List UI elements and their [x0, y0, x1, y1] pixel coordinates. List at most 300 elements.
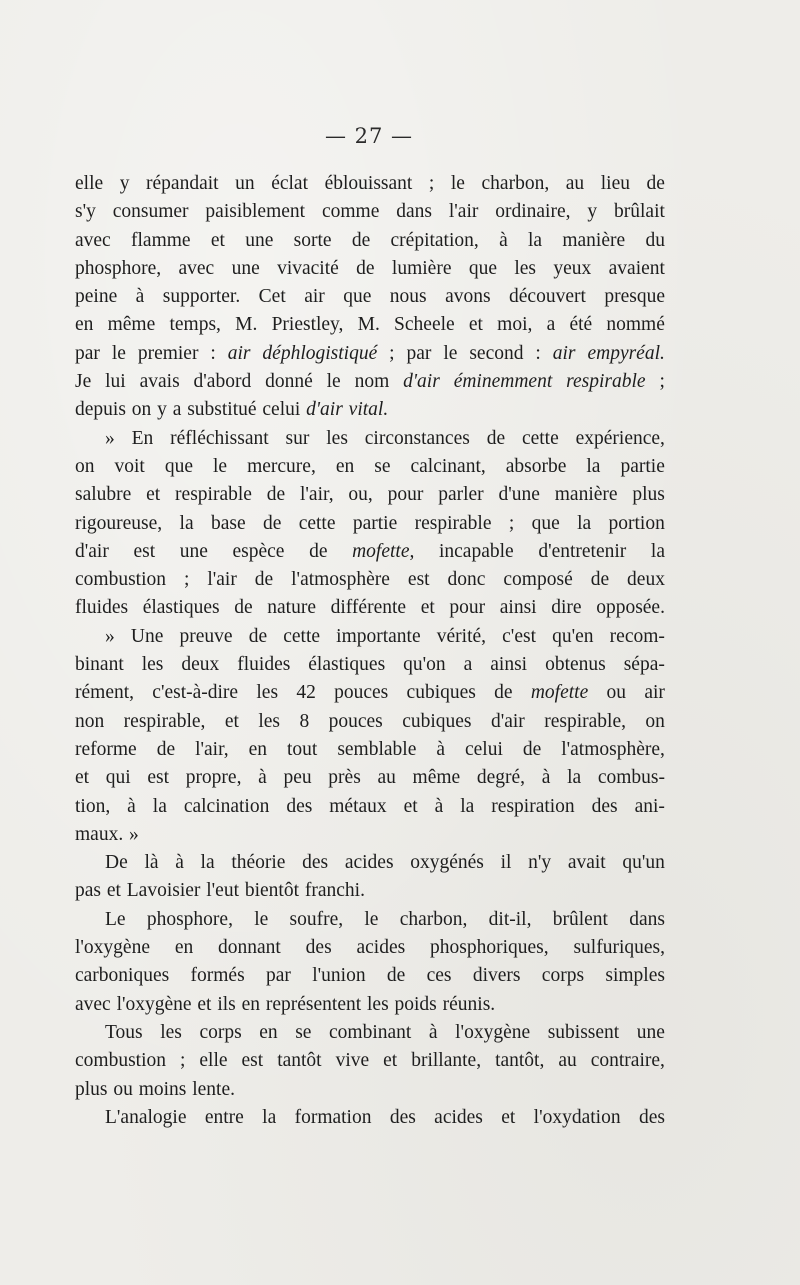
text-word: qu'on [403, 654, 446, 676]
text-line [75, 991, 665, 1019]
text-line [75, 255, 665, 283]
text-word: on [645, 710, 665, 732]
text-word: de [522, 738, 542, 760]
text-word: des [638, 1106, 665, 1128]
body-text [75, 170, 665, 1132]
text-word: en [259, 1021, 278, 1043]
text-word: c'est-à-dire [152, 682, 239, 704]
text-word: l'union [312, 965, 366, 987]
text-line [75, 934, 665, 962]
text-line [75, 170, 665, 198]
text-word: éblouissant [324, 173, 413, 194]
text-word: salubre [75, 484, 132, 506]
text-word: acides [356, 937, 406, 959]
text-word: expérience, [575, 427, 665, 449]
text-word: sulfuriques, [573, 937, 665, 959]
text-word: de [356, 257, 375, 279]
text-word: la [567, 767, 582, 789]
text-word: absorbe [505, 455, 567, 477]
text-word: au [565, 173, 585, 194]
text-word: à [127, 795, 136, 817]
text-word: même [412, 767, 461, 789]
text-word: franchi. [304, 880, 365, 902]
text-word: Une [130, 625, 164, 647]
text-word: parler [438, 484, 484, 506]
text-word: poids [394, 993, 437, 1015]
text-line [75, 623, 665, 651]
text-word: manière [554, 484, 618, 506]
text-line [75, 708, 665, 736]
text-word: est [133, 540, 156, 562]
text-line [75, 198, 665, 226]
text-word: est [407, 569, 430, 591]
text-word: second [469, 342, 524, 364]
text-word: supporter. [162, 286, 241, 308]
text-word: le [111, 342, 126, 364]
text-word: ou [113, 1078, 133, 1100]
text-word: peine [75, 286, 118, 308]
text-word: dans [396, 201, 432, 223]
text-word: Tous [105, 1021, 143, 1043]
text-word: de [486, 427, 506, 449]
text-word: rément, [75, 682, 135, 704]
text-word: l'oxygène [116, 993, 192, 1015]
text-word: Le [105, 908, 126, 930]
text-word: à [499, 229, 508, 251]
text-word: la [200, 852, 215, 874]
text-line [75, 453, 665, 481]
text-word: » [105, 625, 115, 647]
text-word: lui [105, 371, 126, 393]
text-word: Priestley, [271, 314, 344, 336]
text-word: brûlent [552, 908, 608, 930]
text-word: fluides [237, 654, 291, 676]
text-line [75, 679, 665, 707]
text-line [75, 594, 665, 622]
text-line [75, 1104, 665, 1132]
text-word: propre, [185, 767, 242, 789]
text-word: importante [336, 625, 421, 647]
text-word: simples [605, 965, 665, 987]
page-number: — 27 — [324, 124, 414, 148]
text-word: qu'un [622, 852, 665, 874]
text-line [75, 906, 665, 934]
text-word: donc [447, 569, 486, 591]
text-word: En [131, 427, 154, 449]
text-word: a [172, 399, 182, 421]
text-line [75, 1019, 665, 1047]
text-word: premier [137, 342, 199, 364]
text-word: lieu [600, 173, 630, 194]
text-word: sur [285, 427, 310, 449]
text-word: De [105, 852, 128, 874]
text-word: respirable [566, 371, 646, 393]
text-word: M. [357, 314, 380, 336]
text-line [75, 481, 665, 509]
text-word: s'y [75, 201, 96, 223]
text-word: celui [262, 399, 301, 421]
text-word: de [262, 512, 282, 534]
text-word: temps, [169, 314, 221, 336]
text-word: opposée. [596, 597, 665, 619]
text-word: Scheele [394, 314, 455, 336]
text-word: théorie [231, 852, 286, 874]
text-word: réfléchissant [170, 427, 269, 449]
text-word: ainsi [490, 654, 528, 676]
text-word: là [144, 852, 159, 874]
text-line [75, 311, 665, 339]
text-word: en [248, 738, 268, 760]
text-word: dire [551, 597, 582, 619]
text-word: et [383, 1050, 398, 1072]
text-word: près [328, 767, 361, 789]
text-word: ou, [348, 484, 373, 506]
text-word: et [210, 229, 225, 251]
text-word: formés [190, 965, 245, 987]
text-word: à [258, 767, 267, 789]
text-word: d'une [498, 484, 540, 506]
text-word: donné [265, 371, 313, 393]
text-word: ; [428, 173, 435, 194]
text-word: est [241, 1050, 264, 1072]
text-word: nous [389, 286, 427, 308]
text-word: elle [199, 1050, 228, 1072]
text-word: moins [138, 1078, 187, 1100]
text-word: la [586, 455, 601, 477]
text-word: élastiques [308, 654, 386, 676]
text-word: cubiques [406, 682, 476, 704]
text-word: réunis. [442, 993, 496, 1015]
text-line [75, 1076, 665, 1104]
text-word: ordinaire, [495, 201, 571, 223]
text-word: une [636, 1021, 665, 1043]
text-word: tion, [75, 795, 111, 817]
text-word: composé [503, 569, 573, 591]
text-word: la [577, 512, 592, 534]
text-word: les [258, 710, 281, 732]
text-word: phosphore, [146, 908, 233, 930]
text-word: des [591, 795, 618, 817]
text-word: 42 [296, 682, 316, 704]
text-word: avait [567, 852, 606, 874]
text-word: substitué [187, 399, 257, 421]
text-word: des [305, 937, 332, 959]
text-word: subissent [547, 1021, 620, 1043]
text-word: comme [321, 201, 380, 223]
text-word: circonstances [364, 427, 470, 449]
text-word: cette [298, 512, 336, 534]
text-word: l'eut [206, 880, 240, 902]
text-word: le [450, 173, 465, 194]
text-word: plus [75, 1078, 108, 1100]
text-word: la [528, 229, 543, 251]
text-word: différente [330, 597, 407, 619]
text-word: brûlait [614, 201, 665, 223]
text-word: a [546, 314, 556, 336]
text-word: vital. [348, 399, 389, 421]
text-word: deux [627, 569, 665, 591]
text-word: nature [267, 597, 316, 619]
text-word: la [179, 512, 194, 534]
text-word: depuis [75, 399, 126, 421]
text-word: à [175, 852, 184, 874]
text-line [75, 283, 665, 311]
text-word: du [645, 229, 665, 251]
text-word: de [590, 569, 610, 591]
text-word: manière [562, 229, 626, 251]
text-word: l'air [448, 201, 479, 223]
text-word: et [468, 314, 483, 336]
text-line [75, 425, 665, 453]
text-word: d'air [306, 399, 343, 421]
text-word: tantôt [277, 1050, 322, 1072]
text-line [75, 566, 665, 594]
text-word: à [541, 767, 551, 789]
text-word: lente. [192, 1078, 236, 1100]
text-word: des [389, 1106, 416, 1128]
text-word: maux. [75, 823, 124, 845]
text-word: » [105, 427, 115, 449]
text-word: rigoureuse, [75, 512, 163, 534]
text-word: ; [508, 512, 515, 534]
text-word: binant [75, 654, 124, 676]
text-word: moi, [497, 314, 533, 336]
text-word: à [434, 795, 444, 817]
text-word: semblable [337, 738, 417, 760]
text-word: y [119, 173, 130, 194]
text-word: empyréal. [587, 342, 665, 364]
text-word: ; [183, 569, 190, 591]
text-word: une [179, 540, 208, 562]
text-word: ainsi [499, 597, 537, 619]
text-word: le [213, 455, 228, 477]
text-word: espèce [232, 540, 285, 562]
text-word: partie [352, 512, 398, 534]
text-word: et [420, 597, 435, 619]
text-word: deux [181, 654, 220, 676]
text-word: de [234, 597, 253, 619]
text-word: métaux [329, 795, 387, 817]
text-word: la [460, 795, 475, 817]
text-word: à [436, 738, 445, 760]
text-word: une [245, 229, 274, 251]
text-word: base [210, 512, 246, 534]
text-word: en [241, 993, 261, 1015]
text-word: de [309, 540, 328, 562]
text-word: la [262, 1106, 277, 1128]
text-word: peu [283, 767, 312, 789]
text-line [75, 340, 665, 368]
text-line [75, 877, 665, 905]
text-word: mofette [530, 682, 589, 704]
text-word: » [129, 823, 139, 845]
text-word: Lavoisier [126, 880, 201, 902]
text-word: elle [75, 173, 104, 194]
text-word: la [152, 795, 167, 817]
text-word: avons [445, 286, 491, 308]
text-word: 8 [299, 710, 310, 732]
text-word: y [157, 399, 167, 421]
text-word: de [266, 484, 286, 506]
text-word: contraire, [590, 1050, 665, 1072]
text-word: un [235, 173, 255, 194]
text-word: tout [287, 738, 318, 760]
text-word: : [535, 342, 541, 364]
text-word: air [644, 682, 665, 704]
text-word: Je [75, 371, 92, 393]
text-word: air [304, 286, 325, 308]
text-word: ani- [634, 795, 665, 817]
text-word: l'atmosphère, [561, 738, 665, 760]
text-word: les [256, 682, 279, 704]
text-word: que [164, 455, 193, 477]
text-word: presque [604, 286, 665, 308]
text-word: des [286, 795, 313, 817]
text-word: et [501, 1106, 516, 1128]
text-word: et [197, 993, 212, 1015]
text-word: éclat [271, 173, 309, 194]
text-word: formation [294, 1106, 372, 1128]
text-word: l'air [207, 569, 237, 591]
text-word: qu'en [552, 625, 594, 647]
text-word: et [106, 880, 121, 902]
text-word: à [135, 286, 145, 308]
text-line [75, 736, 665, 764]
text-word: de [646, 173, 665, 194]
text-word: et [75, 767, 90, 789]
text-word: de [248, 625, 268, 647]
text-word: voit [114, 455, 145, 477]
text-word: se [374, 455, 391, 477]
text-word: par [266, 965, 291, 987]
text-word: respirable [414, 512, 492, 534]
text-word: dans [629, 908, 665, 930]
text-word: lumière [391, 257, 452, 279]
text-word: les [141, 654, 164, 676]
text-word: d'entretenir [538, 540, 627, 562]
text-word: les [514, 257, 537, 279]
text-word: nom [354, 371, 390, 393]
text-word: yeux [553, 257, 592, 279]
text-word: qui [105, 767, 131, 789]
text-word: cette [521, 427, 559, 449]
text-word: par [406, 342, 432, 364]
text-word: l'oxygène [75, 937, 150, 959]
text-word: y [587, 201, 598, 223]
text-word: en [174, 937, 194, 959]
text-word: avais [139, 371, 180, 393]
text-word: avec [178, 257, 215, 279]
text-word: pour [449, 597, 486, 619]
text-word: de [351, 229, 371, 251]
text-word: avec [75, 229, 111, 251]
text-word: reforme [75, 738, 137, 760]
text-word: le [443, 342, 458, 364]
text-word: une [231, 257, 260, 279]
text-word: c'est [502, 625, 536, 647]
text-word: ; [179, 1050, 186, 1072]
text-word: en [75, 314, 94, 336]
text-word: brillante, [411, 1050, 482, 1072]
text-word: degré, [476, 767, 526, 789]
text-word: celui [464, 738, 503, 760]
text-word: ils [217, 993, 236, 1015]
text-word: M. [235, 314, 258, 336]
text-word: ; [659, 371, 665, 393]
text-word: recom- [609, 625, 665, 647]
text-word: combustion [75, 569, 166, 591]
text-line [75, 962, 665, 990]
text-word: l'atmosphère [291, 569, 390, 591]
text-word: combus- [597, 767, 665, 789]
text-word: au [377, 767, 396, 789]
text-line [75, 227, 665, 255]
text-word: corps [541, 965, 585, 987]
text-word: avec [75, 993, 111, 1015]
text-word: d'abord [193, 371, 252, 393]
text-word: d'air [75, 540, 109, 562]
text-word: répandait [146, 173, 219, 194]
text-word: phosphore, [75, 257, 162, 279]
text-word: tantôt, [495, 1050, 545, 1072]
text-word: de [156, 738, 176, 760]
text-word: découvert [509, 286, 586, 308]
text-word: vérité, [436, 625, 487, 647]
text-word: fluides [75, 597, 129, 619]
text-word: est [147, 767, 170, 789]
text-line [75, 368, 665, 396]
text-word: incapable [438, 540, 514, 562]
text-word: déphlogistiqué [262, 342, 378, 364]
text-word: crépitation, [390, 229, 479, 251]
text-word: entre [204, 1106, 244, 1128]
text-word: preuve [179, 625, 233, 647]
text-word: on [131, 399, 152, 421]
text-line [75, 396, 665, 424]
text-word: de [386, 965, 406, 987]
text-word: et [403, 795, 418, 817]
text-word: donnant [218, 937, 281, 959]
text-word: l'oxygène [455, 1021, 531, 1043]
text-word: partie [620, 455, 665, 477]
text-word: carboniques [75, 965, 170, 987]
text-line [75, 821, 665, 849]
text-word: dit-il, [488, 908, 532, 930]
text-word: et [146, 484, 161, 506]
text-word: de [254, 569, 274, 591]
text-word: le [364, 908, 379, 930]
text-word: il [500, 852, 512, 874]
text-word: non [75, 710, 105, 732]
text-word: charbon, [481, 173, 550, 194]
text-line [75, 849, 665, 877]
text-word: même [107, 314, 156, 336]
text-word: que [531, 512, 560, 534]
text-word: paisiblement [205, 201, 306, 223]
text-word: acides [434, 1106, 483, 1128]
text-word: d'air [490, 710, 525, 732]
text-word: vive [335, 1050, 370, 1072]
text-word: en [335, 455, 355, 477]
text-line [75, 764, 665, 792]
text-word: le [326, 371, 341, 393]
text-line [75, 651, 665, 679]
text-word: combustion [75, 1050, 166, 1072]
text-word: les [326, 427, 348, 449]
text-word: ces [426, 965, 452, 987]
text-word: à [428, 1021, 438, 1043]
text-word: air [552, 342, 576, 364]
